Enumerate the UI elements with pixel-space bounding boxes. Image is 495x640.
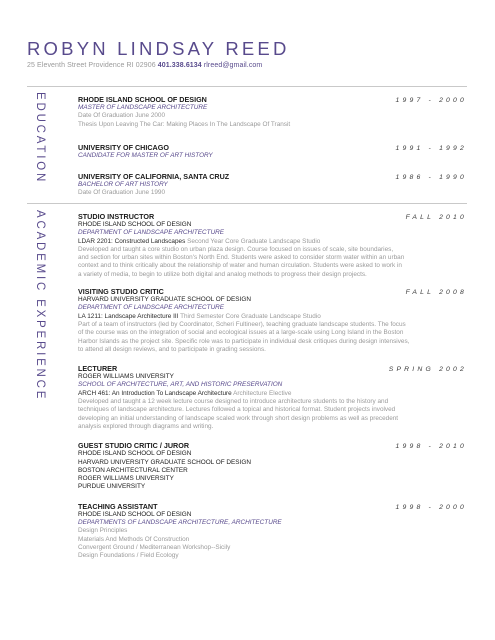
- course-code: LA 1211: Landscape Architecture III: [78, 312, 179, 320]
- position-title: VISITING STUDIO CRITIC: [78, 287, 164, 297]
- school-name: RHODE ISLAND SCHOOL OF DESIGN: [78, 95, 207, 104]
- institution: RHODE ISLAND SCHOOL OF DESIGN: [78, 510, 192, 518]
- institution: ROGER WILLIAMS UNIVERSITY: [78, 373, 174, 381]
- institution: HARVARD UNIVERSITY GRADUATE SCHOOL OF DESIGN: [78, 296, 251, 304]
- degree: CANDIDATE FOR MASTER OF ART HISTORY: [78, 151, 213, 159]
- description-line: of the course was on the integration of social and ecological issues at a large-scale using Long Island in the Boston: [78, 329, 404, 337]
- candidate-name: ROBYN LINDSAY REED: [27, 38, 290, 59]
- resume-header: [27, 38, 290, 69]
- experience-entry: [78, 364, 467, 431]
- degree: BACHELOR OF ART HISTORY: [78, 181, 168, 189]
- position-title: STUDIO INSTRUCTOR: [78, 212, 155, 221]
- institution: ROGER WILLIAMS UNIVERSITY: [78, 475, 174, 483]
- experience-entry: [78, 212, 467, 279]
- address: 25 Eleventh Street Providence RI 02906: [27, 62, 156, 69]
- description: [78, 398, 467, 431]
- institution: HARVARD UNIVERSITY GRADUATE SCHOOL OF DESIGN: [78, 458, 251, 466]
- institution: RHODE ISLAND SCHOOL OF DESIGN: [78, 221, 192, 228]
- description: [78, 246, 467, 279]
- institution: PURDUE UNIVERSITY: [78, 483, 146, 491]
- education-section-label: EDUCATION: [34, 92, 46, 185]
- description-line: context and to think critically about the relationship of water and human circulation. Students were asked to work in: [78, 262, 402, 270]
- course-description: Second Year Core Graduate Landscape Studio: [185, 237, 321, 245]
- department: DEPARTMENT OF LANDSCAPE ARCHITECTURE: [78, 229, 225, 237]
- education-entry: [78, 95, 467, 129]
- course-line: [78, 238, 467, 246]
- phone-number: 401.338.6134: [157, 62, 202, 69]
- education-note: Date Of Graduation June 1990: [78, 189, 166, 197]
- course-line: [78, 313, 467, 321]
- course-item: Materials And Methods Of Construction: [78, 535, 190, 543]
- school-name: UNIVERSITY OF CALIFORNIA, SANTA CRUZ: [78, 172, 230, 182]
- experience-section: [78, 212, 467, 569]
- course-item: Design Principles: [78, 527, 128, 535]
- date-range: 1991 - 1992: [395, 144, 467, 152]
- education-note: Date Of Graduation June 2000: [78, 112, 166, 120]
- date-range: SPRING 2002: [388, 366, 467, 374]
- contact-line: [27, 62, 290, 69]
- experience-entry: [78, 441, 467, 491]
- education-entry: [78, 172, 467, 198]
- email-address: rlreed@gmail.com: [203, 62, 263, 69]
- position-title: LECTURER: [78, 364, 118, 374]
- date-range: 1997 - 2000: [395, 97, 467, 104]
- education-note: Thesis Upon Leaving The Car: Making Places In The Landscape Of Transit: [78, 120, 291, 128]
- description-line: and section for urban sites within Boston's North End. Students were asked to consider storm water within an urban: [78, 254, 405, 262]
- institution: RHODE ISLAND SCHOOL OF DESIGN: [78, 450, 192, 458]
- position-title: TEACHING ASSISTANT: [78, 501, 158, 511]
- course-line: [78, 390, 467, 398]
- course-list: [78, 527, 467, 560]
- section-divider: [27, 203, 467, 204]
- description-line: a variety of media, to begin to utilize both digital and analog methods to progress their design projects.: [78, 270, 367, 278]
- date-range: FALL 2008: [405, 289, 467, 297]
- description-line: to attend all design reviews, and to participate in grading sessions.: [78, 345, 266, 353]
- department: SCHOOL OF ARCHITECTURE, ART, AND HISTORIC PRESERVATION: [78, 381, 283, 389]
- department: DEPARTMENT OF LANDSCAPE ARCHITECTURE: [78, 304, 225, 312]
- institution: BOSTON ARCHITECTURAL CENTER: [78, 466, 188, 474]
- description-line: Harbor Islands as the project site. Specific role was to participate in individual desk critiques during design intensives,: [78, 337, 410, 345]
- description-line: Part of a team of instructors (led by Coordinator, Scheri Fultineer), teaching graduate landscape students. The focus: [78, 320, 406, 328]
- course-item: Design Foundations / Field Ecology: [78, 552, 179, 560]
- date-range: FALL 2010: [405, 214, 467, 221]
- date-range: 1998 - 2010: [395, 443, 467, 451]
- description-line: techniques of landscape architecture. Lectures followed a topical and historical format. Student projects involved: [78, 406, 396, 414]
- course-code: LDAR 2201: Constructed Landscapes: [78, 237, 186, 245]
- course-code: ARCH 461: An Introduction To Landscape Architecture: [78, 389, 232, 397]
- course-description: Architecture Elective: [231, 389, 292, 397]
- education-section: [78, 95, 467, 206]
- education-entry: [78, 143, 467, 160]
- experience-entry: [78, 287, 467, 354]
- description-line: developing an initial understanding of landscape scaled work through short design problems as well as precedent: [78, 414, 399, 422]
- description-line: Developed and taught a core studio on urban plaza design. Course focused on issues of scale, site boundaries,: [78, 245, 394, 253]
- department: DEPARTMENTS OF LANDSCAPE ARCHITECTURE, ARCHITECTURE: [78, 519, 282, 527]
- date-range: 1998 - 2000: [395, 503, 467, 511]
- description-line: Developed and taught a 12 week lecture course designed to introduce architecture students to the history and: [78, 398, 389, 406]
- description: [78, 321, 467, 354]
- section-divider: [27, 86, 467, 87]
- position-title: GUEST STUDIO CRITIC / JUROR: [78, 441, 190, 451]
- course-item: Convergent Ground / Mediterranean Workshop--Sicily: [78, 543, 231, 551]
- school-name: UNIVERSITY OF CHICAGO: [78, 142, 169, 152]
- degree: MASTER OF LANDSCAPE ARCHITECTURE: [78, 104, 208, 111]
- description-line: analysis explored through diagrams and writing.: [78, 422, 214, 430]
- course-description: Third Semester Core Graduate Landscape Studio: [178, 312, 321, 320]
- date-range: 1986 - 1990: [395, 174, 467, 182]
- experience-section-label: ACADEMIC EXPERIENCE: [34, 210, 46, 402]
- experience-entry: [78, 502, 467, 561]
